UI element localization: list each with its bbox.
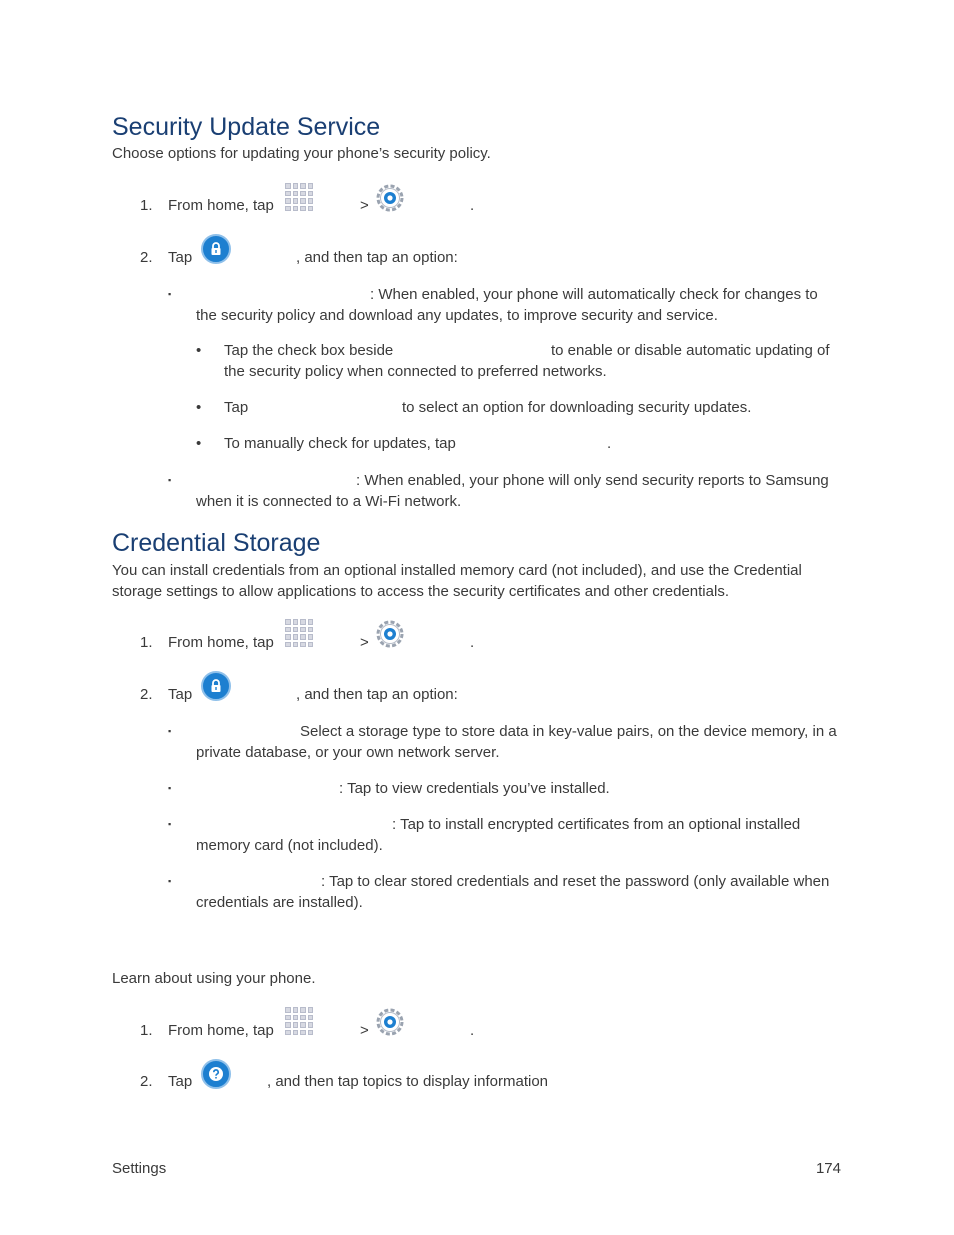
apps-icon[interactable]	[285, 183, 313, 211]
step-text: Tap	[168, 249, 193, 266]
step-text: Tap	[168, 1073, 193, 1090]
step-text: Tap	[168, 686, 193, 703]
dot-bullet: •	[196, 342, 202, 359]
sub-option-text: to enable or disable automatic updating of	[551, 342, 830, 359]
dot-bullet: •	[196, 435, 202, 452]
step-text: From home, tap	[168, 1022, 274, 1039]
lock-icon[interactable]	[201, 234, 231, 264]
separator: >	[360, 634, 369, 651]
dot-bullet: •	[196, 399, 202, 416]
step-text: From home, tap	[168, 634, 274, 651]
sub-option-text: .	[607, 435, 612, 452]
settings-gear-icon[interactable]	[375, 1007, 405, 1037]
footer-section-name: Settings	[112, 1160, 167, 1177]
step-after: , and then tap topics to display information	[267, 1073, 549, 1090]
step-number: 2.	[140, 686, 153, 703]
option-install-certificates: : Tap to install encrypted certificates from an optional installed memory card (not included).	[196, 816, 801, 854]
option-wifi-only: : When enabled, your phone will only send security reports to Samsung when it is connected to a Wi-Fi network.	[196, 472, 829, 510]
step-text: From home, tap	[168, 197, 274, 214]
section-intro: Learn about using your phone.	[112, 970, 316, 987]
square-bullet: ▪	[168, 819, 172, 829]
page-number: 174	[815, 1160, 841, 1177]
section-intro: You can install credentials from an optional installed memory card (not included), and use the Credential storage settings to allow applications to access the security certificates and other credentials.	[112, 562, 802, 600]
step-number: 1.	[140, 1022, 153, 1039]
step-after: , and then tap an option:	[296, 686, 458, 703]
step-number: 2.	[140, 1073, 153, 1090]
sub-option-text: Tap the check box beside	[224, 342, 394, 359]
square-bullet: ▪	[168, 726, 172, 736]
option-storage-type: Select a storage type to store data in key-value pairs, on the device memory, in a private database, or your own network server.	[196, 723, 837, 761]
apps-icon[interactable]	[285, 1007, 313, 1035]
lock-icon[interactable]	[201, 671, 231, 701]
step-end: .	[470, 197, 475, 214]
square-bullet: ▪	[168, 289, 172, 299]
step-number: 2.	[140, 249, 153, 266]
sub-option-text: to select an option for downloading security updates.	[402, 399, 752, 416]
step-number: 1.	[140, 197, 153, 214]
sub-option-text: the security policy when connected to preferred networks.	[224, 363, 607, 380]
sub-option-text: Tap	[224, 399, 249, 416]
separator: >	[360, 197, 369, 214]
apps-icon[interactable]	[285, 619, 313, 647]
step-end: .	[470, 634, 475, 651]
option-view-credentials: : Tap to view credentials you’ve installed.	[339, 780, 610, 797]
settings-gear-icon[interactable]	[375, 183, 405, 213]
sub-option-text: To manually check for updates, tap	[224, 435, 456, 452]
section-intro: Choose options for updating your phone’s security policy.	[112, 145, 491, 162]
square-bullet: ▪	[168, 876, 172, 886]
help-icon[interactable]	[201, 1059, 231, 1089]
section-title-credential-storage: Credential Storage	[112, 529, 321, 557]
step-end: .	[470, 1022, 475, 1039]
option-auto-update: : When enabled, your phone will automatically check for changes to the security policy and download any updates, to improve security and service.	[196, 286, 818, 324]
option-clear-credentials: : Tap to clear stored credentials and reset the password (only available when credentials are installed).	[196, 873, 830, 911]
square-bullet: ▪	[168, 475, 172, 485]
section-title-security-update: Security Update Service	[112, 113, 381, 141]
separator: >	[360, 1022, 369, 1039]
step-number: 1.	[140, 634, 153, 651]
square-bullet: ▪	[168, 783, 172, 793]
settings-gear-icon[interactable]	[375, 619, 405, 649]
step-after: , and then tap an option:	[296, 249, 458, 266]
